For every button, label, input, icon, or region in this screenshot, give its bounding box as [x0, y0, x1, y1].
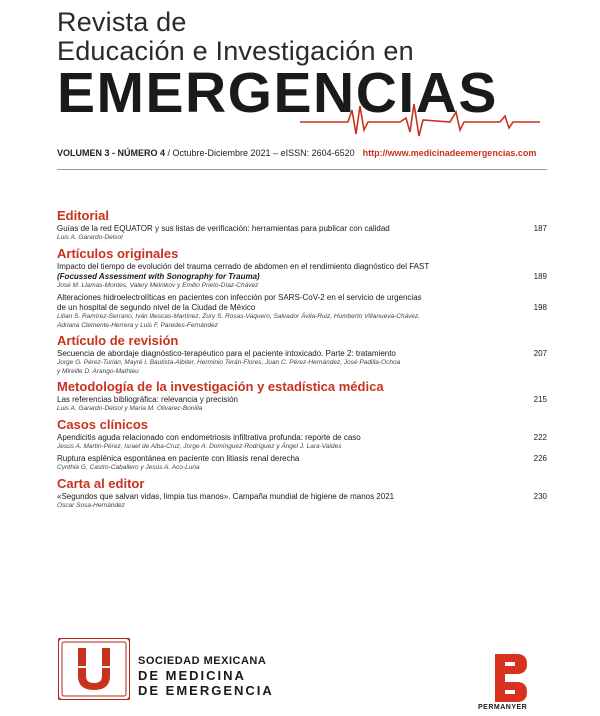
toc-entry[interactable] [57, 224, 547, 243]
entry-authors: Luis A. Garardo-Delsol [57, 234, 123, 241]
section-title-originales: Artículos originales [57, 245, 179, 261]
entry-page: 226 [533, 454, 547, 463]
toc-entry[interactable] [57, 349, 547, 376]
issue-info [57, 148, 547, 158]
entry-page: 207 [533, 349, 547, 358]
section-title-carta: Carta al editor [57, 475, 145, 491]
section-title-revision: Artículo de revisión [57, 333, 179, 348]
journal-url-link[interactable]: http://www.medicinadeemergencias.com [362, 148, 537, 158]
entry-title: Impacto del tiempo de evolución del trauma cerrado de abdomen en el rendimiento diagnóstico del FAST [57, 261, 430, 271]
masthead-title: EMERGENCIAS [57, 61, 498, 125]
entry-title: «Segundos que salvan vidas, limpia tus manos». Campaña mundial de higiene de manos 2021 [57, 491, 395, 501]
publisher-logo [491, 650, 531, 706]
entry-page: 230 [533, 491, 547, 501]
entry-page: 222 [533, 432, 547, 442]
society-line-2: DE MEDICINA [138, 668, 246, 683]
society-line-1: SOCIEDAD MEXICANA [138, 655, 267, 667]
toc-entry[interactable] [57, 454, 547, 473]
section-title-metodologia: Metodología de la investigación y estadística médica [57, 379, 384, 394]
toc-entry[interactable] [57, 395, 547, 414]
header-divider [57, 169, 547, 170]
toc-entry[interactable] [57, 433, 547, 452]
masthead-line-1: Revista de [57, 7, 187, 37]
entry-title: Secuencia de abordaje diagnóstico-terapéutico para el paciente intoxicado. Parte 2: tratamiento [57, 349, 396, 358]
entry-authors: Jorge G. Pérez-Turián, Mayré I. Bautista-Albiter, Herminio Terán-Flores, Juan C. Pérez-Hernández, José Padilla-Ochoa [57, 359, 401, 366]
entry-title: Guías de la red EQUATOR y sus listas de verificación: herramientas para publicar con calidad [57, 224, 390, 233]
entry-title: Las referencias bibliográfica: relevancia y precisión [57, 395, 238, 404]
entry-title: Ruptura esplénica espontánea en paciente con litiasis renal derecha [57, 454, 300, 463]
society-line-3: DE EMERGENCIA [138, 683, 274, 698]
entry-authors-cont: Adriana Clemente-Herrera y Luis F. Paredes-Fernández [57, 321, 219, 329]
toc-entry[interactable] [57, 492, 547, 511]
entry-authors-cont: y Mireille D. Arango-Mathieu [57, 367, 139, 375]
issue-details: / Octubre-Diciembre 2021 – eISSN: 2604-6520 [165, 148, 355, 158]
entry-authors: Jesús A. Martin-Pérez, Israel de Alba-Cruz, Jorge A. Domínguez-Rodríguez y Ángel J. Lara-Valdes [57, 442, 342, 450]
society-name [138, 655, 274, 698]
entry-page: 198 [533, 303, 547, 312]
entry-page: 189 [533, 271, 547, 281]
publisher-name: PERMANYER [478, 704, 528, 711]
toc-entry[interactable] [57, 262, 547, 291]
issue-volume: VOLUMEN 3 - NÚMERO 4 [57, 148, 166, 158]
toc-entry[interactable] [57, 293, 547, 330]
ecg-line-graphic [300, 100, 540, 140]
entry-authors: Oscar Sosa-Hernández [57, 501, 125, 509]
society-logo [58, 638, 130, 700]
section-title-casos: Casos clínicos [57, 416, 149, 432]
section-title-editorial: Editorial [57, 208, 110, 223]
entry-authors: José M. Llamas-Montes, Valery Melnikov y Emilio Prieto-Díaz-Chávez [57, 281, 259, 289]
entry-page: 187 [533, 224, 547, 233]
entry-title-cont: de un hospital de segundo nivel de la Ciudad de México [57, 303, 256, 312]
entry-authors: Luis A. Garardo-Delsol y María M. Olivarec-Bonilla [57, 405, 203, 412]
entry-subtitle: (Focussed Assessment with Sonography for Trauma) [57, 271, 260, 281]
entry-title: Apendicitis aguda relacionado con endometriosis infiltrativa profunda: reporte de caso [57, 432, 361, 442]
entry-authors: Cynthia G. Castro-Caballero y Jesús A. Aco-Luna [57, 464, 200, 471]
masthead-line-2: Educación e Investigación en [57, 36, 414, 66]
entry-authors: Lilian S. Ramírez-Serrano, Iván Illescas-Martínez, Zury S. Rosas-Vaquero, Salvador Ávila-Ruiz, Humberto Villanueva-Chávez, [57, 313, 421, 320]
table-of-contents [57, 205, 547, 513]
entry-page: 215 [533, 395, 547, 404]
entry-title: Alteraciones hidroelectrolíticas en pacientes con infección por SARS-CoV-2 en el servicio de urgencias [57, 293, 422, 302]
